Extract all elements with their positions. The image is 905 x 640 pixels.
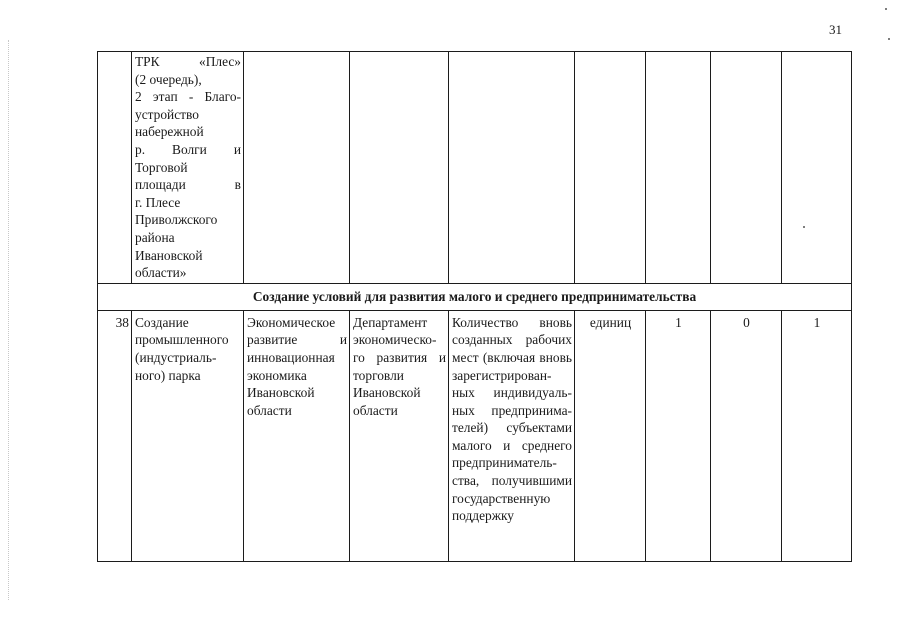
- cell-number: [98, 52, 132, 284]
- table-row: [98, 310, 852, 561]
- item-value-2: 0: [711, 310, 782, 561]
- item-indicator: Количество вновь созданных рабочих мест (включая вновь зарегистрирован-ных индивидуаль-ных предпринима-телей) субъектами малого и среднего предприниматель-ства, получившими государственную поддержку: [449, 310, 575, 561]
- cell-value-3: [782, 52, 852, 284]
- item-number: 38: [98, 310, 132, 561]
- scan-speck: [885, 8, 887, 10]
- section-title: Создание условий для развития малого и среднего предпринимательства: [98, 283, 852, 310]
- cell-value-1: [646, 52, 711, 284]
- name-line: г. Плесе: [135, 194, 181, 210]
- name-line: 2 этап - Благо-: [135, 89, 241, 105]
- name-line: области»: [135, 265, 187, 281]
- name-line: района: [135, 229, 175, 245]
- name-line: Торговой: [135, 159, 188, 175]
- name-line: (2 очередь),: [135, 71, 202, 87]
- scan-margin-line: [8, 40, 10, 600]
- item-value-1: 1: [646, 310, 711, 561]
- cell-name: [132, 52, 244, 284]
- item-value-3: 1: [782, 310, 852, 561]
- name-line: ТРК «Плес»: [135, 54, 241, 69]
- scan-speck: [888, 38, 890, 40]
- item-unit: единиц: [575, 310, 646, 561]
- cell-value-2: [711, 52, 782, 284]
- table-row-continued: [98, 52, 852, 284]
- name-line: Приволжского: [135, 212, 218, 228]
- item-program: Экономическое развитие и инновационная экономика Ивановской области: [244, 310, 350, 561]
- name-line: устройство: [135, 106, 199, 122]
- name-line: набережной: [135, 124, 204, 140]
- item-name: Создание промышленного (индустриаль-ного) парка: [132, 310, 244, 561]
- cell-unit: [575, 52, 646, 284]
- cell-department: [350, 52, 449, 284]
- section-header-row: [98, 283, 852, 310]
- name-line: Ивановской: [135, 247, 203, 263]
- continued-name: [135, 53, 241, 282]
- name-line: р. Волги и: [135, 141, 241, 157]
- name-line: площади в: [135, 177, 241, 193]
- cell-indicator: [449, 52, 575, 284]
- page-number: 31: [829, 22, 842, 37]
- indicator-table: [97, 51, 852, 562]
- item-department: Департамент экономическо-го развития и торговли Ивановской области: [350, 310, 449, 561]
- cell-program: [244, 52, 350, 284]
